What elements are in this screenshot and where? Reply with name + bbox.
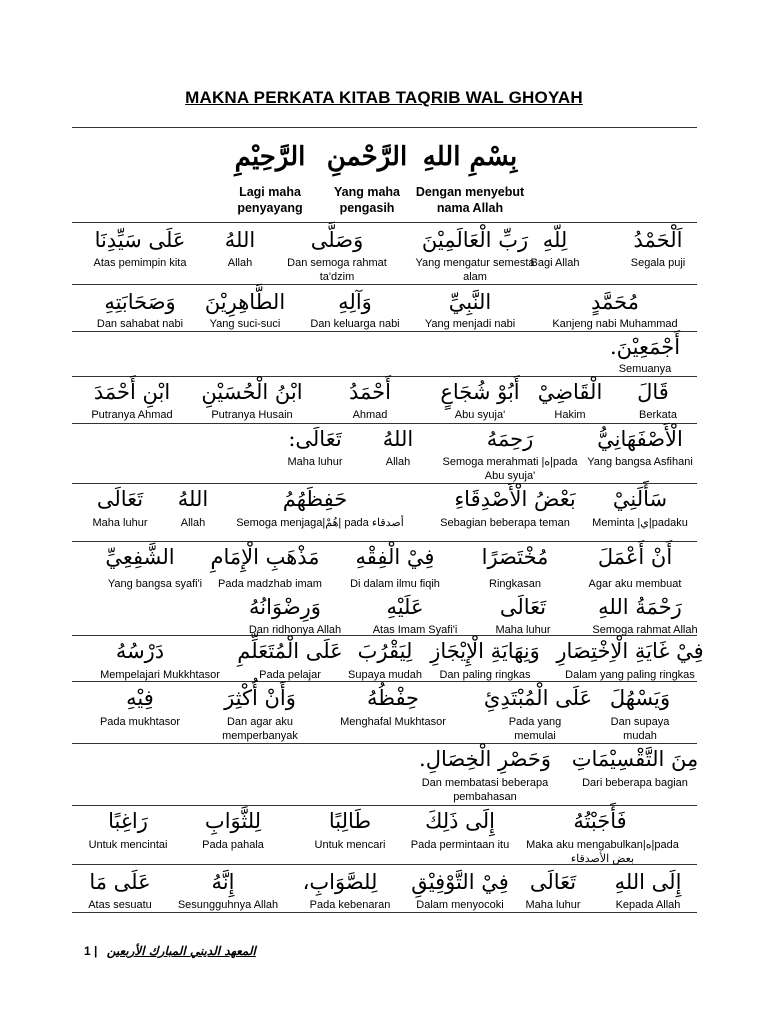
- gloss-text: Dengan menyebut nama Allah: [415, 185, 525, 215]
- arabic-word: عَلَى سَيِّدِنَا: [94, 228, 186, 252]
- gloss-text: Dalam menyocoki: [416, 899, 504, 911]
- gloss-text: Pada madzhab imam: [218, 578, 322, 590]
- arabic-word: مُحَمَّدٍ: [591, 290, 639, 314]
- gloss-text: Abu syuja': [454, 409, 506, 421]
- arabic-word: عَلَيْهِ: [386, 595, 424, 619]
- divider: [72, 284, 697, 285]
- arabic-word: فِيْ الْفِقْهِ: [355, 545, 435, 569]
- divider: [72, 331, 697, 332]
- divider: [72, 376, 697, 377]
- gloss-text: Yang menjadi nabi: [424, 318, 516, 330]
- page-number: 1: [84, 944, 91, 958]
- arabic-word: دَرْسُهُ: [115, 639, 165, 663]
- arabic-word: أَنْ أَعْمَلَ: [597, 545, 673, 569]
- gloss-text: Dan agar aku memperbanyak: [222, 716, 298, 742]
- divider: [72, 912, 697, 913]
- arabic-word: قَالَ: [637, 380, 669, 404]
- arabic-word: الْأَصْفَهَانِيُّ: [597, 427, 683, 451]
- arabic-word: فِيْهِ: [126, 686, 154, 710]
- arabic-word: لِلصَّوَابِ،: [302, 870, 378, 894]
- gloss-text: Dalam yang paling ringkas: [565, 669, 695, 681]
- arabic-word: أَجْمَعِيْنَ.: [609, 335, 681, 359]
- gloss-text: Allah: [227, 257, 253, 269]
- gloss-text: Ringkasan: [489, 578, 541, 590]
- arabic-word: النَّبِيِّ: [448, 290, 492, 314]
- arabic-word: وَأَنْ أُكْثِرَ: [224, 686, 296, 710]
- gloss-text: Sesungguhnya Allah: [177, 899, 279, 911]
- arabic-word: رَبِّ الْعَالَمِيْنَ: [421, 228, 529, 252]
- gloss-text: Allah: [385, 456, 411, 468]
- arabic-word: رَحِمَهُ: [486, 427, 534, 451]
- gloss-text: Untuk mencintai: [88, 839, 168, 851]
- gloss-text: Hakim: [554, 409, 586, 421]
- gloss-text: Dan supaya mudah: [610, 716, 670, 742]
- gloss-text: Semoga merahmati |ه|pada Abu syuja': [442, 456, 578, 482]
- arabic-word: أَحْمَدُ: [349, 380, 391, 404]
- arabic-word: وَصَحَابَتِهِ: [104, 290, 176, 314]
- gloss-text: Yang maha pengasih: [334, 185, 400, 215]
- arabic-word: اَلْحَمْدُ: [633, 228, 683, 252]
- arabic-word: طَالِبًا: [328, 809, 372, 833]
- arabic-word: مِنَ التَّقْسِيْمَاتِ: [571, 747, 699, 771]
- gloss-text: Dan paling ringkas: [439, 669, 531, 681]
- gloss-text: Sebagian beberapa teman: [440, 517, 570, 529]
- arabic-word: مَذْهَبِ الْإِمَامِ: [210, 545, 320, 569]
- gloss-text: Putranya Ahmad: [91, 409, 173, 421]
- gloss-text: Maha luhur: [287, 456, 343, 468]
- arabic-word: وَيَسْهُلَ: [609, 686, 671, 710]
- gloss-text: Yang bangsa syafi'i: [107, 578, 203, 590]
- arabic-word: الرَّحْمنِ: [326, 142, 408, 172]
- gloss-text: Pada pelajar: [259, 669, 321, 681]
- gloss-text: Pada pahala: [202, 839, 264, 851]
- gloss-text: Lagi maha penyayang: [237, 185, 303, 215]
- gloss-text: Berkata: [639, 409, 677, 421]
- gloss-text: Kanjeng nabi Muhammad: [552, 318, 678, 330]
- arabic-word: وَصَلَّى: [310, 228, 364, 252]
- gloss-text: Atas sesuatu: [88, 899, 152, 911]
- gloss-text: Yang suci-suci: [209, 318, 281, 330]
- gloss-text: Dan keluarga nabi: [310, 318, 400, 330]
- arabic-word: ابْنِ أَحْمَدَ: [93, 380, 171, 404]
- gloss-text: Meminta |ي|padaku: [592, 517, 688, 529]
- gloss-text: Untuk mencari: [314, 839, 386, 851]
- gloss-text: Atas pemimpin kita: [93, 257, 187, 269]
- gloss-text: Menghafal Mukhtasor: [340, 716, 446, 728]
- gloss-text: Dan sahabat nabi: [96, 318, 184, 330]
- arabic-word: الشَّفِعِيِّ: [105, 545, 175, 569]
- arabic-word: وَحَصْرِ الْخِصَالِ.: [419, 747, 551, 771]
- institution-name: المعهد الديني المبارك الأربعين: [106, 944, 256, 958]
- gloss-text: Maka aku mengabulkan|ه|pada بعض الأصدقاء: [526, 839, 679, 865]
- divider: [72, 483, 697, 484]
- arabic-word: وَرِضْوَانُهُ: [249, 595, 321, 619]
- arabic-word: حِفْظُهُ: [366, 686, 420, 710]
- arabic-word: عَلَى مَا: [89, 870, 151, 894]
- arabic-word: أَبُوْ شُجَاعٍ: [440, 380, 520, 404]
- arabic-word: عَلَى الْمُتَعَلِّمِ: [237, 639, 343, 663]
- gloss-text: Pada yang memulai: [508, 716, 562, 742]
- gloss-text: Bagi Allah: [530, 257, 580, 269]
- arabic-word: لِلّهِ: [542, 228, 568, 252]
- gloss-text: Di dalam ilmu fiqih: [350, 578, 440, 590]
- footer-separator: |: [94, 944, 98, 958]
- arabic-word: سَأَلَنِيْ: [612, 487, 668, 511]
- arabic-word: لِلثَّوَابِ: [204, 809, 262, 833]
- gloss-text: Semoga rahmat Allah: [592, 624, 698, 636]
- arabic-word: اللهُ: [224, 228, 256, 252]
- gloss-text: Maha luhur: [525, 899, 581, 911]
- divider: [72, 127, 697, 128]
- arabic-word: الْقَاضِيْ: [537, 380, 603, 404]
- gloss-text: Agar aku membuat: [588, 578, 682, 590]
- arabic-word: عَلَى الْمُبْتَدِئِ: [483, 686, 593, 710]
- arabic-word: اللهُ: [177, 487, 209, 511]
- arabic-word: وَنِهَايَةِ الْإِيْجَازِ: [430, 639, 540, 663]
- gloss-text: Pada mukhtasor: [99, 716, 181, 728]
- gloss-text: Semuanya: [618, 363, 672, 375]
- divider: [72, 423, 697, 424]
- arabic-word: فَأَجَبْتُهُ: [573, 809, 627, 833]
- arabic-word: بَعْضُ الْأَصْدِقَاءِ: [454, 487, 576, 511]
- gloss-text: Ahmad: [352, 409, 388, 421]
- page-footer: [84, 944, 256, 958]
- gloss-text: Dari beberapa bagian: [582, 777, 688, 789]
- gloss-text: Allah: [180, 517, 206, 529]
- arabic-word: مُخْتَصَرًا: [481, 545, 549, 569]
- arabic-word: وَآلِهِ: [338, 290, 372, 314]
- divider: [72, 222, 697, 223]
- gloss-text: Mempelajari Mukkhtasor: [100, 669, 220, 681]
- gloss-text: Atas Imam Syafi'i: [372, 624, 458, 636]
- gloss-text: Maha luhur: [92, 517, 148, 529]
- arabic-word: حَفِظَهُمُ: [282, 487, 348, 511]
- gloss-text: Yang mengatur semesta alam: [415, 257, 535, 283]
- gloss-text: Pada permintaan itu: [410, 839, 510, 851]
- arabic-word: تَعَالَى: [499, 595, 547, 619]
- gloss-text: Pada kebenaran: [309, 899, 391, 911]
- arabic-word: تَعَالَى:: [288, 427, 342, 451]
- gloss-text: Segala puji: [630, 257, 686, 269]
- arabic-word: تَعَالَى: [96, 487, 144, 511]
- arabic-word: ابْنُ الْحُسَيْنِ: [201, 380, 303, 404]
- gloss-text: Putranya Husain: [211, 409, 293, 421]
- arabic-word: الرَّحِيْمِ: [234, 142, 306, 172]
- arabic-word: إِلَى ذَلِكَ: [425, 809, 495, 833]
- arabic-word: الطَّاهِرِيْنَ: [204, 290, 286, 314]
- gloss-text: Maha luhur: [495, 624, 551, 636]
- divider: [72, 541, 697, 542]
- arabic-word: إِنَّهُ: [211, 870, 235, 894]
- arabic-word: رَحْمَةُ اللهِ: [598, 595, 682, 619]
- divider: [72, 805, 697, 806]
- gloss-text: Kepada Allah: [615, 899, 681, 911]
- divider: [72, 743, 697, 744]
- arabic-word: رَاغِبًا: [108, 809, 148, 833]
- arabic-word: بِسْمِ اللهِ: [422, 142, 518, 172]
- gloss-text: Yang bangsa Asfihani: [587, 456, 693, 468]
- gloss-text: Dan membatasi beberapa pembahasan: [421, 777, 549, 803]
- gloss-text: Dan ridhonya Allah: [248, 624, 342, 636]
- arabic-word: فِيْ غَايَةِ الْاِخْتِصَارِ: [556, 639, 704, 663]
- arabic-word: إِلَى اللهِ: [614, 870, 682, 894]
- arabic-word: اللهُ: [382, 427, 414, 451]
- arabic-word: تَعَالَى: [529, 870, 577, 894]
- gloss-text: Dan semoga rahmat ta'dzim: [287, 257, 387, 283]
- arabic-word: لِيَقْرُبَ: [357, 639, 413, 663]
- gloss-text: Semoga menjaga|هُمْ| pada أصدقاء: [236, 517, 404, 529]
- page-title: MAKNA PERKATA KITAB TAQRIB WAL GHOYAH: [185, 88, 583, 107]
- arabic-word: فِيْ التَّوْفِيْقِ: [411, 870, 509, 894]
- gloss-text: Supaya mudah: [348, 669, 422, 681]
